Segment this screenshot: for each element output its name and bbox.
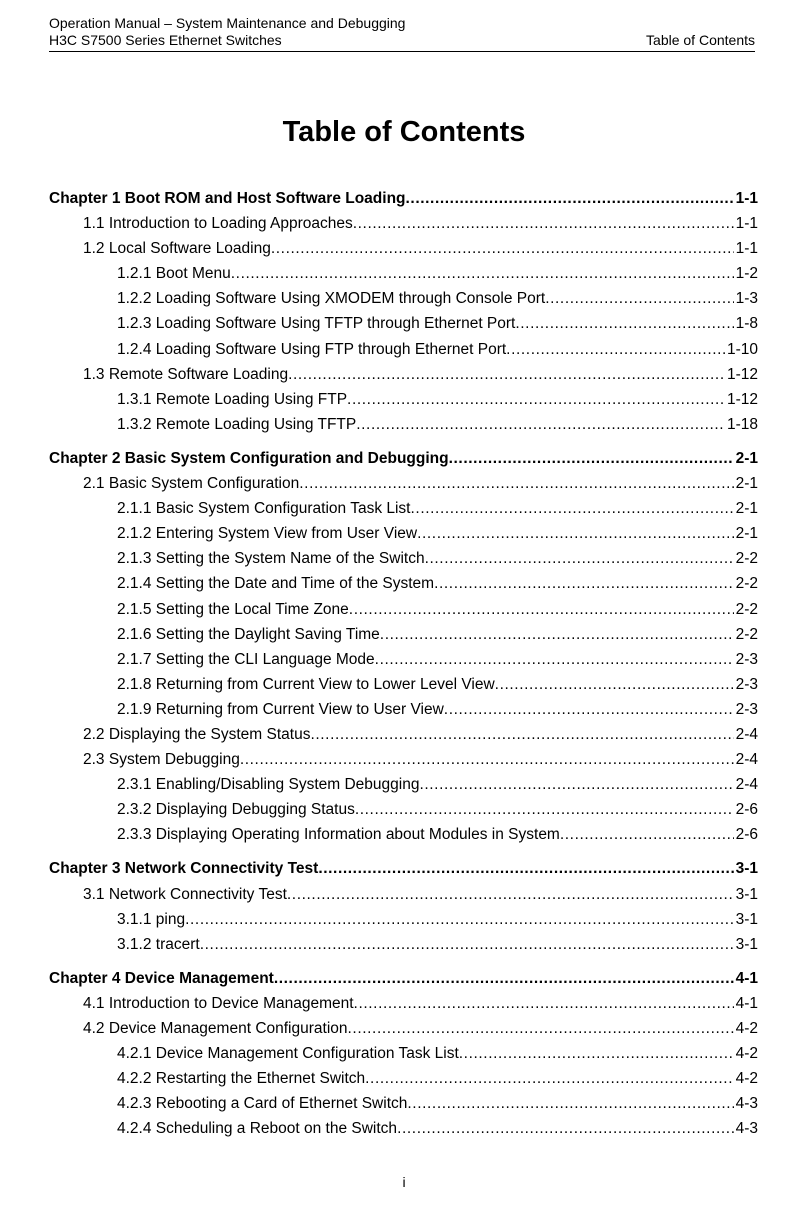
toc-page-number: 3-1 [735, 935, 758, 953]
toc-dot-leader [299, 471, 733, 496]
toc-chapter-entry[interactable] [49, 186, 758, 211]
toc-page-number: 4-2 [735, 1070, 758, 1088]
toc-page-number: 2-2 [735, 625, 758, 643]
toc-dot-leader [406, 186, 734, 211]
toc-page-number: 2-6 [735, 801, 758, 819]
toc-dot-leader [459, 1041, 734, 1066]
toc-section-entry[interactable] [49, 672, 758, 697]
toc-page-number: 1-12 [726, 390, 758, 408]
toc-page-number: 2-1 [735, 475, 758, 493]
toc-page-number: 1-18 [726, 415, 758, 433]
toc-dot-leader [545, 286, 733, 311]
toc-section-entry[interactable] [49, 1091, 758, 1116]
toc-dot-leader [318, 856, 733, 881]
toc-page-number: 2-2 [735, 550, 758, 568]
toc-section-entry[interactable] [49, 797, 758, 822]
toc-chapter-entry[interactable] [49, 446, 758, 471]
toc-entry-title: 1.2.3 Loading Software Using TFTP through Ethernet Port [117, 315, 516, 333]
toc-entry-title: 1.1 Introduction to Loading Approaches [83, 215, 353, 233]
toc-page-number: 2-3 [735, 675, 758, 693]
toc-entry-title: 2.3.3 Displaying Operating Information about Modules in System [117, 826, 560, 844]
toc-page-number: 2-3 [735, 650, 758, 668]
toc-entry-title: 4.2.3 Rebooting a Card of Ethernet Switch [117, 1095, 408, 1113]
toc-entry-title: 4.1 Introduction to Device Management [83, 994, 354, 1012]
page-number: i [402, 1174, 406, 1190]
toc-entry-title: 2.1.6 Setting the Daylight Saving Time [117, 625, 380, 643]
toc-section-entry[interactable] [49, 311, 758, 336]
toc-page-number: 2-4 [735, 776, 758, 794]
toc-section-entry[interactable] [49, 772, 758, 797]
toc-dot-leader [354, 991, 734, 1016]
toc-dot-leader [375, 647, 734, 672]
toc-dot-leader [200, 932, 734, 957]
toc-entry-title: 2.1.1 Basic System Configuration Task List [117, 500, 411, 518]
toc-section-entry[interactable] [49, 647, 758, 672]
toc-dot-leader [240, 747, 734, 772]
toc-section-entry[interactable] [49, 546, 758, 571]
header-product-name: H3C S7500 Series Ethernet Switches [49, 32, 282, 48]
toc-entry-title: 2.1.3 Setting the System Name of the Switch [117, 550, 425, 568]
toc-entry-title: 4.2.2 Restarting the Ethernet Switch [117, 1070, 366, 1088]
toc-page-number: 1-10 [726, 340, 758, 358]
toc-entry-title: Chapter 4 Device Management [49, 969, 274, 987]
toc-chapter-entry[interactable] [49, 856, 758, 881]
toc-chapter-entry[interactable] [49, 966, 758, 991]
toc-page-number: 1-1 [735, 190, 758, 207]
toc-dot-leader [365, 1066, 733, 1091]
toc-page-number: 2-4 [735, 751, 758, 769]
toc-entry-title: 1.2 Local Software Loading [83, 240, 271, 258]
toc-page-number: 4-1 [735, 994, 758, 1012]
toc-dot-leader [380, 622, 734, 647]
toc-section-entry[interactable] [49, 471, 758, 496]
toc-section-entry[interactable] [49, 571, 758, 596]
page-title: Table of Contents [282, 116, 526, 148]
toc-dot-leader [347, 387, 725, 412]
toc-dot-leader [515, 311, 733, 336]
toc-entry-title: 3.1 Network Connectivity Test [83, 885, 287, 903]
toc-dot-leader [417, 521, 734, 546]
toc-entry-title: 2.1 Basic System Configuration [83, 475, 300, 493]
toc-page-number: 4-1 [735, 969, 758, 987]
toc-entry-title: 2.1.8 Returning from Current View to Lower Level View [117, 675, 495, 693]
toc-page-number: 1-1 [735, 240, 758, 258]
toc-section-entry[interactable] [49, 337, 758, 362]
toc-section-entry[interactable] [49, 597, 758, 622]
toc-section-entry[interactable] [49, 907, 758, 932]
toc-page-number: 4-3 [735, 1095, 758, 1113]
toc-page-number: 3-1 [735, 885, 758, 903]
toc-page-number: 2-6 [735, 826, 758, 844]
toc-dot-leader [353, 211, 734, 236]
toc-dot-leader [444, 697, 734, 722]
toc-dot-leader [185, 907, 734, 932]
toc-entry-title: 2.1.9 Returning from Current View to User View [117, 700, 444, 718]
toc-dot-leader [349, 597, 734, 622]
toc-entry-title: 2.1.5 Setting the Local Time Zone [117, 600, 349, 618]
toc-entry-title: 3.1.1 ping [117, 910, 186, 928]
toc-dot-leader [271, 236, 734, 261]
toc-dot-leader [288, 362, 725, 387]
toc-dot-leader [231, 261, 734, 286]
toc-section-entry[interactable] [49, 211, 758, 236]
toc-dot-leader [356, 412, 725, 437]
toc-page-number: 3-1 [735, 910, 758, 928]
header-manual-title: Operation Manual – System Maintenance and Debugging [49, 15, 406, 31]
toc-dot-leader [274, 966, 734, 991]
toc-page-number: 4-3 [735, 1120, 758, 1138]
toc-entry-title: 2.3.2 Displaying Debugging Status [117, 801, 355, 819]
toc-section-entry[interactable] [49, 236, 758, 261]
toc-page-number: 2-3 [735, 700, 758, 718]
toc-entry-title: 3.1.2 tracert [117, 935, 200, 953]
toc-entry-title: 1.3.1 Remote Loading Using FTP [117, 390, 348, 408]
toc-dot-leader [495, 672, 734, 697]
toc-dot-leader [560, 822, 734, 847]
toc-section-entry[interactable] [49, 991, 758, 1016]
toc-entry-title: 2.1.7 Setting the CLI Language Mode [117, 650, 375, 668]
toc-section-entry[interactable] [49, 697, 758, 722]
toc-section-entry[interactable] [49, 1116, 758, 1141]
toc-entry-title: 2.1.4 Setting the Date and Time of the System [117, 575, 435, 593]
toc-dot-leader [434, 571, 734, 596]
toc-page-number: 4-2 [735, 1020, 758, 1037]
toc-entry-title: 2.2 Displaying the System Status [83, 725, 311, 743]
toc-section-entry[interactable] [49, 1041, 758, 1066]
toc-page-number: 1-3 [735, 290, 758, 308]
toc-entry-title: 1.3 Remote Software Loading [83, 365, 289, 383]
toc-section-entry[interactable] [49, 1016, 758, 1041]
toc-page-number: 4-2 [735, 1045, 758, 1063]
toc-section-entry[interactable] [49, 412, 758, 437]
toc-dot-leader [348, 1016, 734, 1041]
toc-entry-title: 1.2.4 Loading Software Using FTP through Ethernet Port [117, 340, 507, 358]
toc-entry-title: 1.2.2 Loading Software Using XMODEM through Console Port [117, 290, 546, 308]
toc-section-entry[interactable] [49, 1066, 758, 1091]
toc-section-entry[interactable] [49, 882, 758, 907]
toc-dot-leader [310, 722, 733, 747]
toc-dot-leader [287, 882, 734, 907]
toc-page-number: 2-4 [735, 725, 758, 743]
toc-section-entry[interactable] [49, 622, 758, 647]
toc-page-number: 1-1 [735, 215, 758, 233]
toc-entry-title: 4.2.1 Device Management Configuration Task List [117, 1045, 459, 1063]
toc-section-entry[interactable] [49, 286, 758, 311]
toc-dot-leader [425, 546, 734, 571]
toc-entry-title: Chapter 2 Basic System Configuration and Debugging [49, 449, 449, 467]
toc-page-number: 2-2 [735, 600, 758, 618]
toc-entry-title: 4.2 Device Management Configuration [83, 1020, 348, 1037]
toc-dot-leader [397, 1116, 734, 1141]
toc-page-number: 1-12 [726, 365, 758, 383]
toc-section-entry[interactable] [49, 387, 758, 412]
toc-dot-leader [355, 797, 734, 822]
toc-dot-leader [407, 1091, 733, 1116]
toc-entry-title: Chapter 3 Network Connectivity Test [49, 860, 319, 878]
toc-section-entry[interactable] [49, 747, 758, 772]
toc-entry-title: Chapter 1 Boot ROM and Host Software Loading [49, 190, 406, 207]
page-header [49, 15, 755, 49]
toc-entry-title: 2.3 System Debugging [83, 751, 240, 769]
toc-section-entry[interactable] [49, 261, 758, 286]
toc-section-entry[interactable] [49, 932, 758, 957]
toc-dot-leader [419, 772, 733, 797]
toc-dot-leader [506, 337, 725, 362]
toc-entry-title: 2.1.2 Entering System View from User View [117, 525, 418, 543]
toc-section-entry[interactable] [49, 496, 758, 521]
toc-page-number: 2-1 [735, 525, 758, 543]
toc-dot-leader [449, 446, 734, 471]
toc-entry-title: 4.2.4 Scheduling a Reboot on the Switch [117, 1120, 398, 1138]
toc-page-number: 3-1 [735, 860, 758, 878]
toc-section-entry[interactable] [49, 362, 758, 387]
toc-page-number: 1-2 [735, 265, 758, 283]
toc-page-number: 2-2 [735, 575, 758, 593]
toc-entry-title: 1.3.2 Remote Loading Using TFTP [117, 415, 357, 433]
header-section-name: Table of Contents [646, 32, 755, 48]
table-of-contents [49, 186, 758, 1141]
header-row [49, 32, 755, 49]
toc-dot-leader [411, 496, 734, 521]
toc-page-number: 2-1 [735, 449, 758, 467]
toc-section-entry[interactable] [49, 722, 758, 747]
toc-entry-title: 2.3.1 Enabling/Disabling System Debugging [117, 776, 420, 794]
toc-entry-title: 1.2.1 Boot Menu [117, 265, 231, 283]
toc-page-number: 1-8 [735, 315, 758, 333]
toc-page-number: 2-1 [735, 500, 758, 518]
toc-section-entry[interactable] [49, 822, 758, 847]
header-divider [49, 51, 755, 52]
toc-section-entry[interactable] [49, 521, 758, 546]
